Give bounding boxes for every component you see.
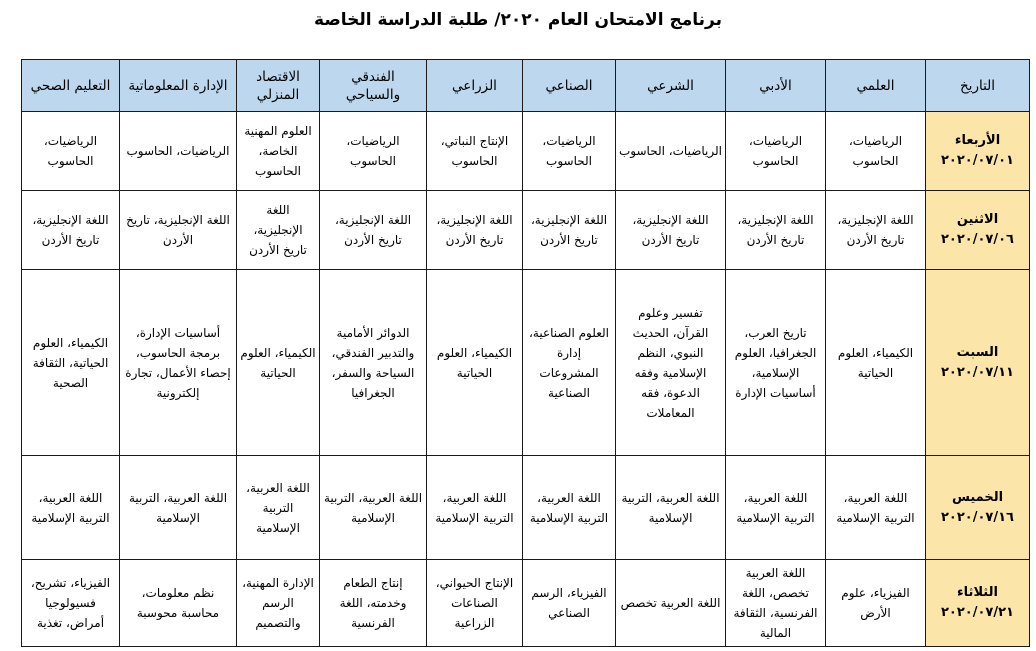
date-cell xyxy=(926,112,1030,191)
subject-cell: الكيمياء، العلوم الحياتية، الثقافة الصحية xyxy=(22,270,120,456)
exam-date: ٢٠٢٠/٠٧/٠١ xyxy=(941,153,1014,168)
subject-cell: الرياضيات، الحاسوب xyxy=(616,112,726,191)
day-name: الاثنين xyxy=(956,212,999,227)
subject-cell: اللغة العربية، التربية الإسلامية xyxy=(726,456,826,560)
subject-cell: اللغة الإنجليزية، تاريخ الأردن xyxy=(826,191,926,270)
header-date: التاريخ xyxy=(926,60,1030,112)
subject-cell: اللغة الإنجليزية، تاريخ الأردن xyxy=(427,191,523,270)
header-agricultural: الزراعي xyxy=(427,60,523,112)
header-health-education: التعليم الصحي xyxy=(22,60,120,112)
subject-cell: الرياضيات، الحاسوب xyxy=(826,112,926,191)
subject-cell: اللغة العربية، التربية الإسلامية xyxy=(826,456,926,560)
header-information-management: الإدارة المعلوماتية xyxy=(120,60,237,112)
subject-cell: الرياضيات، الحاسوب xyxy=(320,112,427,191)
subject-cell: الفيزياء، علوم الأرض xyxy=(826,560,926,647)
exam-date: ٢٠٢٠/٠٧/١٦ xyxy=(941,509,1014,525)
day-name: الثلاثاء xyxy=(957,585,998,600)
date-cell xyxy=(926,191,1030,270)
table-row xyxy=(22,191,1030,270)
subject-cell: الفيزياء، الرسم الصناعي xyxy=(523,560,616,647)
subject-cell: اللغة الإنجليزية، تاريخ الأردن xyxy=(523,191,616,270)
table-row xyxy=(22,456,1030,560)
subject-cell: الرياضيات، الحاسوب xyxy=(22,112,120,191)
subject-cell: تاريخ العرب، الجغرافيا، العلوم الإسلامية، أساسيات الإدارة xyxy=(726,270,826,456)
header-hotel-tourism: الفندقي والسياحي xyxy=(320,60,427,112)
exam-date: ٢٠٢٠/٠٧/٢١ xyxy=(941,605,1014,620)
subject-cell: اللغة الإنجليزية، تاريخ الأردن xyxy=(616,191,726,270)
subject-cell: اللغة الإنجليزية، تاريخ الأردن xyxy=(726,191,826,270)
subject-cell: اللغة العربية، التربية الإسلامية xyxy=(22,456,120,560)
subject-cell: الرياضيات، الحاسوب xyxy=(726,112,826,191)
header-home-economics: الاقتصاد المنزلي xyxy=(237,60,320,112)
subject-cell: اللغة العربية، التربية الإسلامية xyxy=(427,456,523,560)
subject-cell: اللغة العربية تخصص، اللغة الفرنسية، الثقافة المالية xyxy=(726,560,826,647)
exam-date: ٢٠٢٠/٠٧/١١ xyxy=(941,364,1014,380)
subject-cell: الرياضيات، الحاسوب xyxy=(120,112,237,191)
exam-schedule-table xyxy=(21,59,1030,647)
table-row xyxy=(22,560,1030,647)
subject-cell: الرياضيات، الحاسوب xyxy=(523,112,616,191)
subject-cell: الفيزياء، تشريح، فسيولوجيا أمراض، تغذية xyxy=(22,560,120,647)
page-title: برنامج الامتحان العام ٢٠٢٠/ طلبة الدراسة الخاصة xyxy=(314,10,722,30)
subject-cell: الدوائر الأمامية والتدبير الفندقي، السياحة والسفر، الجغرافيا xyxy=(320,270,427,456)
subject-cell: تفسير وعلوم القرآن، الحديث النبوي، النظم الإسلامية وفقه الدعوة، فقه المعاملات xyxy=(616,270,726,456)
exam-date: ٢٠٢٠/٠٧/٠٦ xyxy=(941,232,1014,247)
date-cell xyxy=(926,456,1030,560)
subject-cell: الإنتاج النباتي، الحاسوب xyxy=(427,112,523,191)
subject-cell: اللغة العربية، التربية الإسلامية xyxy=(120,456,237,560)
subject-cell: العلوم المهنية الخاصة، الحاسوب xyxy=(237,112,320,191)
subject-cell: اللغة العربية، التربية الإسلامية xyxy=(320,456,427,560)
subject-cell: نظم معلومات، محاسبة محوسبة xyxy=(120,560,237,647)
table-row xyxy=(22,270,1030,456)
subject-cell: اللغة الإنجليزية، تاريخ الأردن xyxy=(22,191,120,270)
header-literary: الأدبي xyxy=(726,60,826,112)
day-name: السبت xyxy=(956,344,999,360)
subject-cell: اللغة الإنجليزية، تاريخ الأردن xyxy=(320,191,427,270)
date-cell xyxy=(926,560,1030,647)
subject-cell: إنتاج الطعام وخدمته، اللغة الفرنسية xyxy=(320,560,427,647)
header-industrial: الصناعي xyxy=(523,60,616,112)
subject-cell: اللغة الإنجليزية، تاريخ الأردن xyxy=(120,191,237,270)
table-row xyxy=(22,112,1030,191)
subject-cell: الإنتاج الحيواني، الصناعات الزراعية xyxy=(427,560,523,647)
subject-cell: أساسيات الإدارة، برمجة الحاسوب، إحصاء الأعمال، تجارة إلكترونية xyxy=(120,270,237,456)
subject-cell: الكيمياء، العلوم الحياتية xyxy=(826,270,926,456)
subject-cell: العلوم الصناعية، إدارة المشروعات الصناعية xyxy=(523,270,616,456)
day-name: الأربعاء xyxy=(954,133,1001,148)
day-name: الخميس xyxy=(951,489,1004,505)
subject-cell: اللغة العربية، التربية الإسلامية xyxy=(523,456,616,560)
subject-cell: الكيمياء، العلوم الحياتية xyxy=(427,270,523,456)
subject-cell: اللغة الإنجليزية، تاريخ الأردن xyxy=(237,191,320,270)
header-scientific: العلمي xyxy=(826,60,926,112)
subject-cell: الإدارة المهنية، الرسم والتصميم xyxy=(237,560,320,647)
subject-cell: اللغة العربية تخصص xyxy=(616,560,726,647)
subject-cell: اللغة العربية، التربية الإسلامية xyxy=(237,456,320,560)
header-row xyxy=(22,60,1030,112)
subject-cell: اللغة العربية، التربية الإسلامية xyxy=(616,456,726,560)
header-sharia: الشرعي xyxy=(616,60,726,112)
subject-cell: الكيمياء، العلوم الحياتية xyxy=(237,270,320,456)
date-cell xyxy=(926,270,1030,456)
